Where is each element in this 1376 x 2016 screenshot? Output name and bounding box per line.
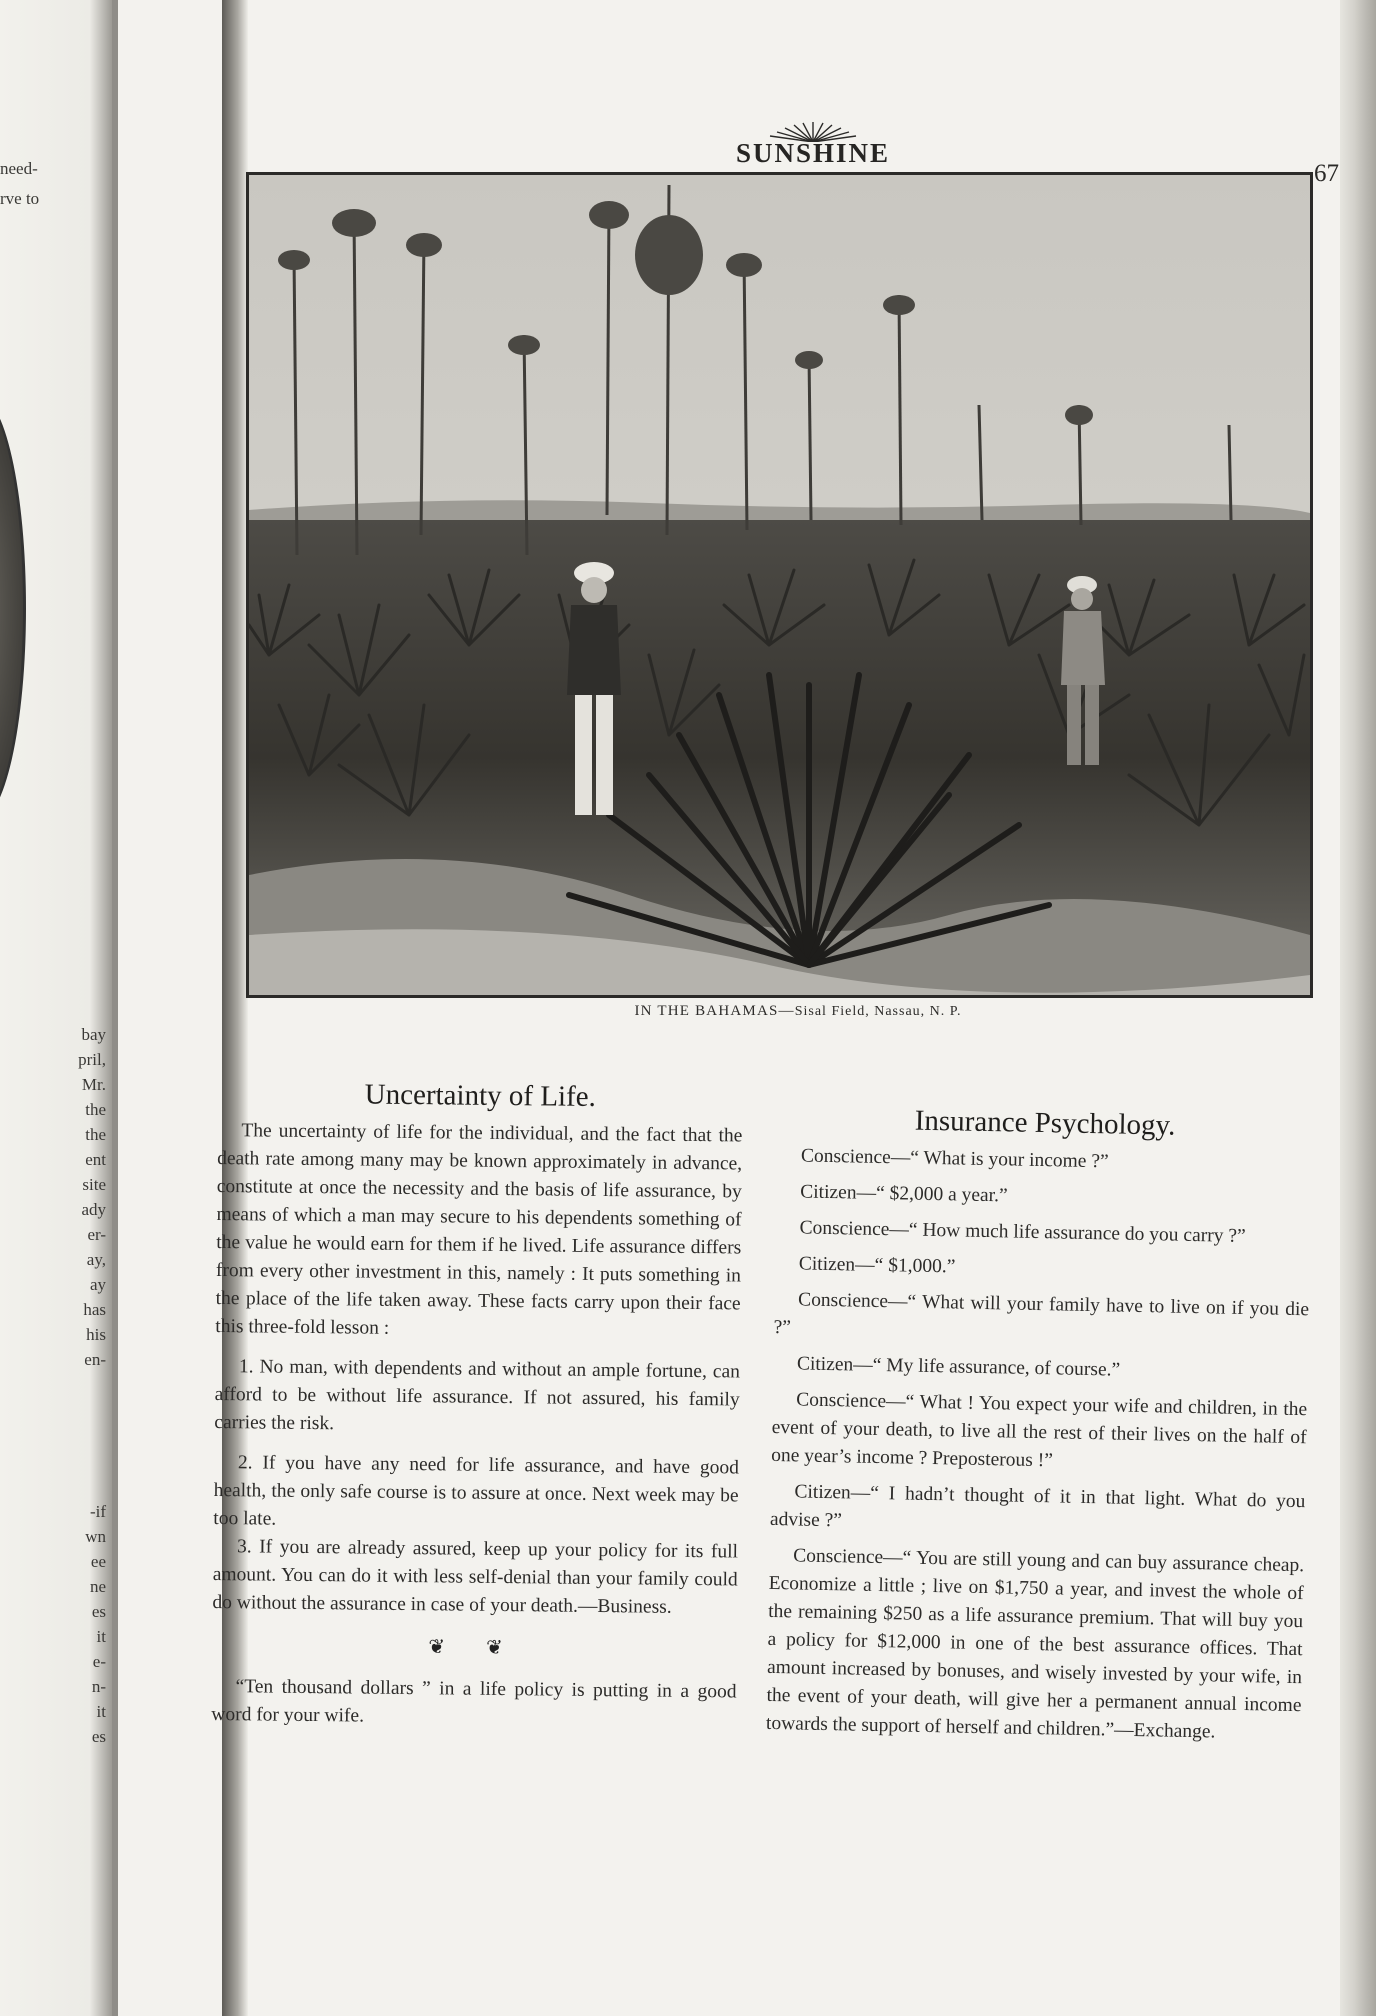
left-fragment: ne (89, 1577, 106, 1596)
left-oval-portrait (0, 395, 26, 821)
sisal-field-photo (246, 172, 1313, 998)
left-fragment: ay, (86, 1250, 106, 1269)
caption-location: Sisal Field, Nassau, N. P. (794, 1004, 962, 1019)
dialog-line: Citizen—“ My life assurance, of course.” (796, 1353, 1121, 1381)
left-fragment: the (85, 1100, 106, 1119)
masthead (718, 120, 908, 169)
left-fragment: need- (0, 159, 38, 178)
left-fragment: his (86, 1325, 106, 1344)
article-insurance-psychology (766, 1100, 1313, 1756)
left-fragment: the (85, 1125, 106, 1144)
photo-image (249, 175, 1310, 995)
dialog-line: Citizen—“ $2,000 a year.” (800, 1181, 1008, 1207)
dialog-line: Citizen—“ I hadn’t thought of it in that light. What do you advise ?” (769, 1481, 1306, 1532)
lesson-point: 1. No man, with dependents and without an ample fortune, can afford to be without life assurance. If not assured, his family carries the risk. (214, 1356, 741, 1435)
left-fragment: ee (90, 1552, 106, 1571)
article-title: Uncertainty of Life. (364, 1078, 597, 1113)
dialog-line: Conscience—“ You are still young and can buy assurance cheap. Economize a little ; live on $1,750 a year, and invest the whole of the remaining $250 as a life assurance premium. That will buy you a policy for $12,000 in one of the best assurance offices. That amount increased by bonuses, and wisely invested by your wife, in the event of your death, will give her a permanent annual income towards the support of herself and children.”—Exchange. (765, 1545, 1305, 1743)
lesson-point: 3. If you are already assured, keep up your policy for its full amount. You can do it with less self-denial than your family could do without the assurance in case of your death.—Business. (212, 1536, 739, 1618)
dialog-line: Conscience—“ What is your income ?” (800, 1145, 1109, 1173)
left-fragment: en- (84, 1350, 106, 1369)
left-fragment: ady (81, 1200, 106, 1219)
left-fragment: ay (89, 1275, 106, 1294)
page-number: 67 (1314, 160, 1339, 187)
left-fragment: es (91, 1602, 106, 1621)
left-fragment: site (82, 1175, 106, 1194)
left-fragment: wn (85, 1527, 106, 1546)
left-fragment: es (91, 1727, 106, 1746)
photo-caption (538, 1003, 1058, 1020)
article-title: Insurance Psychology. (914, 1104, 1176, 1142)
left-fragment: bay (81, 1025, 106, 1044)
lesson-point: 2. If you have any need for life assurance, and have good health, the only safe course is to assure at once. Next week may be too late. (213, 1452, 740, 1530)
left-fragment: pril, (78, 1050, 106, 1069)
left-fragment: it (96, 1702, 106, 1721)
masthead-title: SUNSHINE (735, 138, 891, 168)
left-fragment: Mr. (81, 1075, 106, 1094)
left-fragment: ent (85, 1150, 106, 1169)
dialog-line: Conscience—“ What will your family have to live on if you die ?” (773, 1289, 1310, 1339)
dialog-line: Conscience—“ How much life assurance do you carry ?” (799, 1217, 1246, 1248)
dialog-line: Citizen—“ $1,000.” (798, 1253, 956, 1278)
left-fragment: e- (92, 1652, 106, 1671)
left-fragment: n- (91, 1677, 106, 1696)
left-page-edge (0, 0, 112, 2016)
left-fragment: er- (87, 1225, 106, 1244)
left-fragment: -if (89, 1502, 106, 1521)
magazine-page (118, 0, 1376, 2016)
dialog-line: Conscience—“ What ! You expect your wife and children, in the event of your death, to live all the rest of their lives on the half of one year’s income ? Preposterous !” (770, 1389, 1308, 1472)
article-intro: The uncertainty of life for the individual, and the fact that the death rate among many may be known approximately in advance, constitute at once the necessity and the basis of life assurance, by means of which a man may secure to his dependents something of the value he would earn for them if he lived. Life assurance differs from every other investment in this, namely : It puts something in the place of the life taken away. These facts carry upon their face this three-fold lesson : (215, 1120, 743, 1339)
article-uncertainty-of-life (211, 1075, 743, 1734)
page-edge-shadow (1340, 0, 1376, 2016)
ornament-divider: ❦ ❦ (428, 1636, 521, 1660)
left-fragment: has (83, 1300, 106, 1319)
caption-main: IN THE BAHAMAS— (634, 1003, 795, 1019)
left-fragment: rve to (0, 189, 40, 208)
closing-paragraph: “Ten thousand dollars ” in a life policy is putting in a good word for your wife. (211, 1676, 737, 1727)
left-fragment: it (96, 1627, 106, 1646)
